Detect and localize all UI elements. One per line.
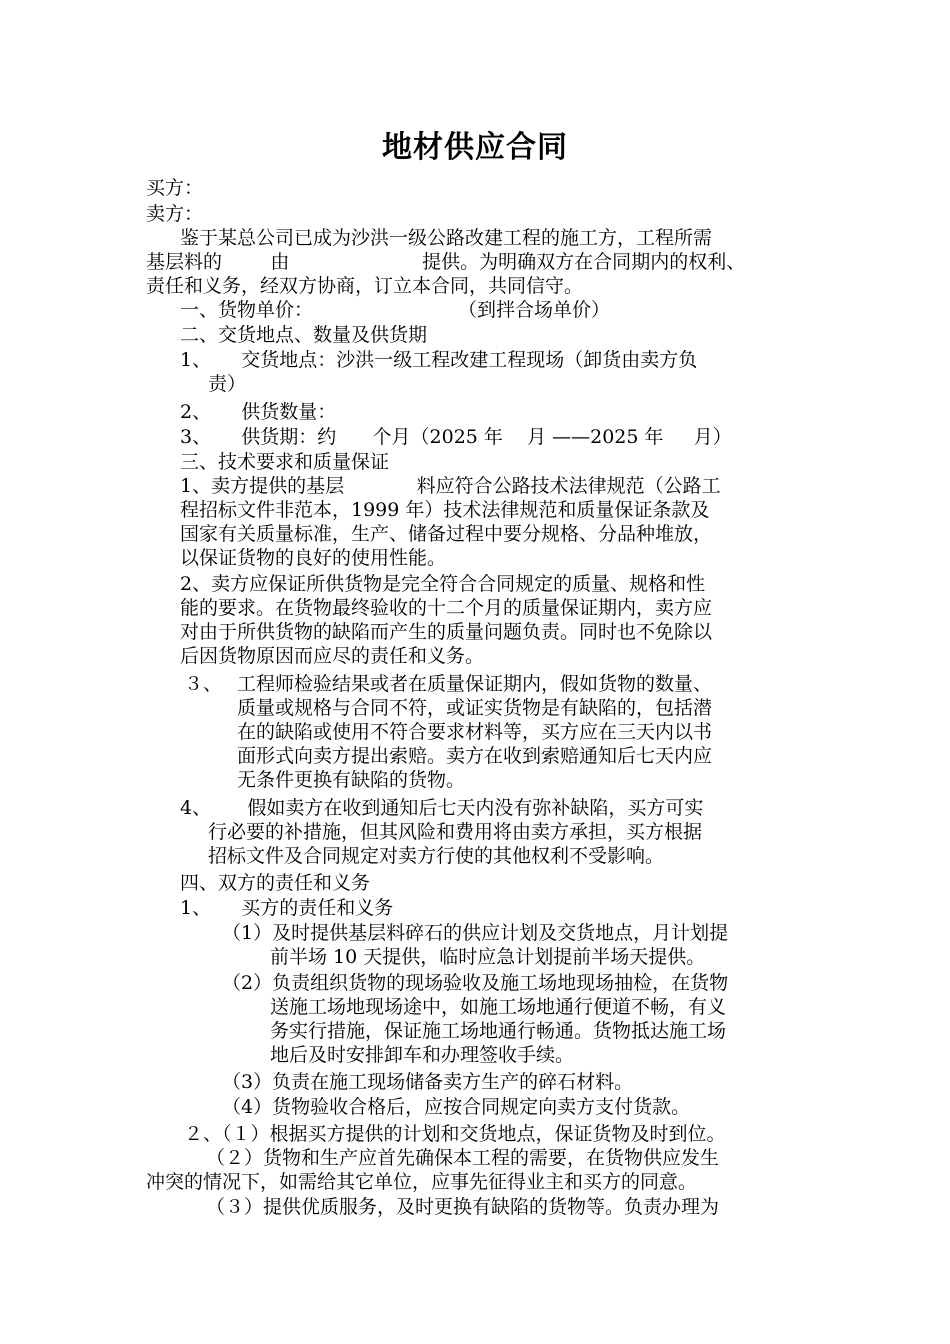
paragraph-line: 工程师检验结果或者在质量保证期内，假如货物的数量、	[237, 673, 713, 695]
paragraph-line: 面形式向卖方提出索赔。卖方在收到索赔通知后七天内应	[237, 745, 713, 767]
section-heading: 三、技术要求和质量保证	[180, 451, 390, 473]
paragraph-line: 2、卖方应保证所供货物是完全符合合同规定的质量、规格和性	[180, 573, 706, 595]
paragraph-line: 无条件更换有缺陷的货物。	[237, 769, 466, 791]
section-heading: 二、交货地点、数量及供货期	[180, 324, 428, 346]
list-item: 1、 交货地点：沙洪一级工程改建工程现场（卸货由卖方负	[180, 349, 698, 371]
paragraph-line: 后因货物原因而应尽的责任和义务。	[180, 645, 485, 667]
paragraph-line: 送施工场地现场途中，如施工场地通行便道不畅，有义	[270, 996, 727, 1018]
paragraph-line: （4）货物验收合格后，应按合同规定向卖方支付货款。	[222, 1096, 691, 1118]
section-heading: 四、双方的责任和义务	[180, 872, 371, 894]
paragraph-line: （3）负责在施工现场储备卖方生产的碎石材料。	[222, 1071, 634, 1093]
paragraph-line: 4、 假如卖方在收到通知后七天内没有弥补缺陷，买方可实	[180, 797, 704, 819]
preamble-line: 责任和义务，经双方协商，订立本合同，共同信守。	[146, 275, 584, 297]
paragraph-line: （２）货物和生产应首先确保本工程的需要，在货物供应发生	[206, 1147, 720, 1169]
paragraph-line: 程招标文件非范本，1999 年）技术法律规范和质量保证条款及	[180, 499, 710, 521]
paragraph-line: 国家有关质量标准，生产、储备过程中要分规格、分品种堆放，	[180, 523, 713, 545]
paragraph-line: 前半场 10 天提供，临时应急计划提前半场天提供。	[270, 946, 706, 968]
preamble-line: 鉴于某总公司已成为沙洪一级公路改建工程的施工方，工程所需	[180, 227, 713, 249]
paragraph-line: 冲突的情况下，如需给其它单位，应事先征得业主和买方的同意。	[146, 1171, 698, 1193]
buyer-label: 买方：	[146, 177, 204, 199]
paragraph-line: 行必要的补措施，但其风险和费用将由卖方承担，买方根据	[208, 821, 703, 843]
paragraph-line: （1）及时提供基层料碎石的供应计划及交货地点，月计划提	[222, 922, 729, 944]
section-unit-price: 一、货物单价： （到拌合场单价）	[180, 299, 610, 321]
paragraph-line: （３）提供优质服务，及时更换有缺陷的货物等。负责办理为	[206, 1196, 720, 1218]
seller-label: 卖方：	[146, 203, 204, 225]
paragraph-line: 地后及时安排卸车和办理签收手续。	[270, 1044, 575, 1066]
list-number: ３、	[184, 673, 223, 695]
list-item: 3、 供货期：约 个月（2025 年 月 ——2025 年 月）	[180, 426, 732, 448]
paragraph-line: （2）负责组织货物的现场验收及施工场地现场抽检，在货物	[222, 972, 729, 994]
paragraph-line: 对由于所供货物的缺陷而产生的质量问题负责。同时也不免除以	[180, 621, 713, 643]
paragraph-line: 质量或规格与合同不符，或证实货物是有缺陷的，包括潜	[237, 697, 713, 719]
paragraph-line: 务实行措施，保证施工场地通行畅通。货物抵达施工场	[270, 1020, 727, 1042]
list-item: 2、 供货数量：	[180, 401, 337, 423]
paragraph-line: 1、卖方提供的基层 料应符合公路技术法律规范（公路工	[180, 475, 721, 497]
preamble-line: 基层料的 由 提供。为明确双方在合同期内的权利、	[146, 251, 746, 273]
paragraph-line: ２、（１）根据买方提供的计划和交货地点，保证货物及时到位。	[184, 1123, 726, 1145]
document-title: 地材供应合同	[382, 130, 568, 165]
paragraph-line: 以保证货物的良好的使用性能。	[180, 547, 447, 569]
paragraph-line: 能的要求。在货物最终验收的十二个月的质量保证期内，卖方应	[180, 597, 713, 619]
paragraph-line: 招标文件及合同规定对卖方行使的其他权利不受影响。	[208, 845, 665, 867]
paragraph-line: 在的缺陷或使用不符合要求材料等，买方应在三天内以书	[237, 721, 713, 743]
list-item-continued: 责）	[208, 373, 247, 395]
subsection-heading: 1、 买方的责任和义务	[180, 897, 394, 919]
